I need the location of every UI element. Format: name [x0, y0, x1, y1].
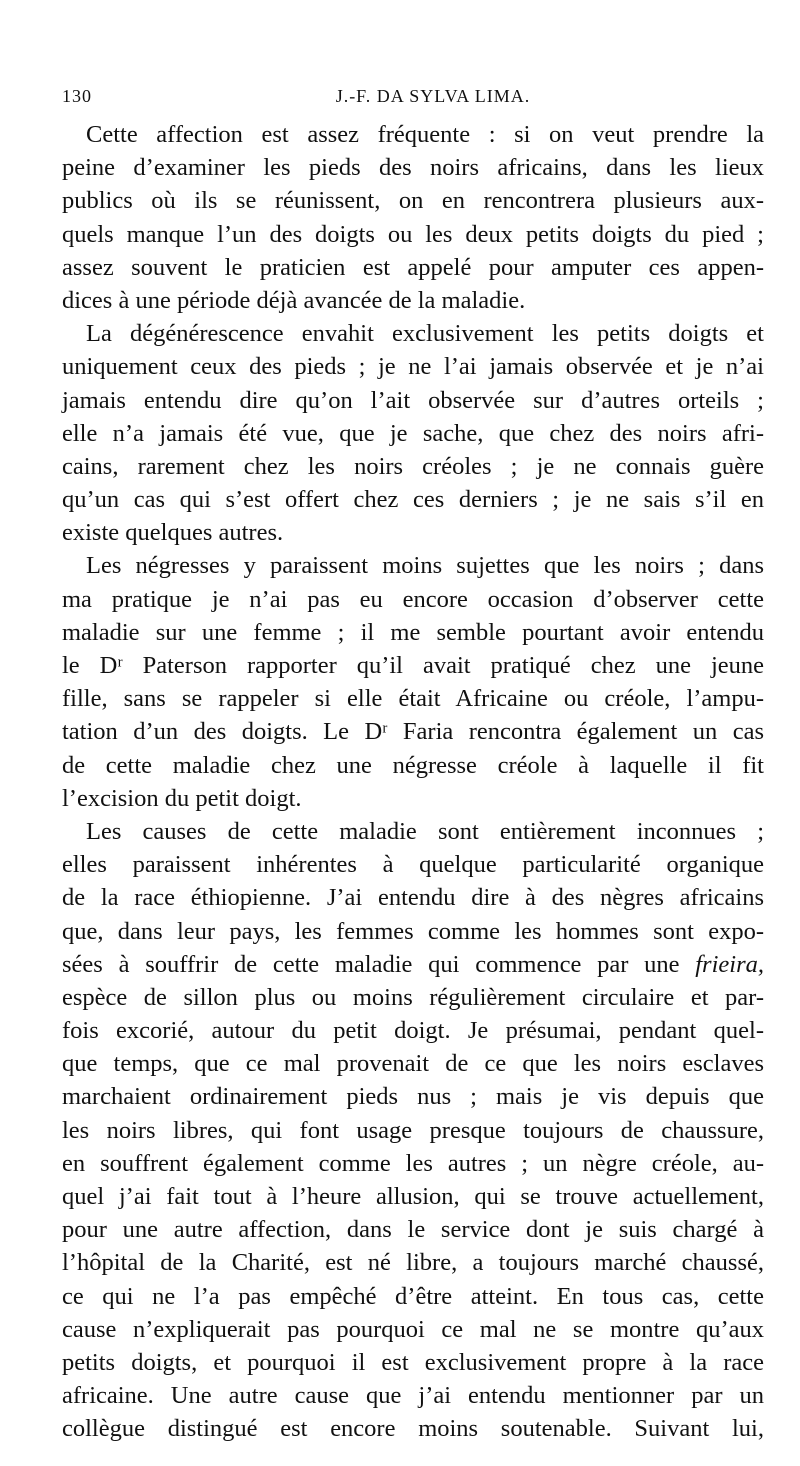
text-line-content: petits doigts, et pourquoi il est exclusivement propre à la race	[62, 1348, 764, 1376]
text-line	[62, 1080, 764, 1113]
text-line-content: de la race éthiopienne. J’ai entendu dire à des nègres africains	[62, 884, 764, 912]
text-line-content: ma pratique je n’ai pas eu encore occasion d’observer cette	[62, 585, 764, 613]
text-line	[62, 1246, 764, 1279]
text-line-content: cains, rarement chez les noirs créoles ; je ne connais guère	[62, 452, 764, 480]
text-line-content: uniquement ceux des pieds ; je ne l’ai jamais observée et je n’ai	[62, 353, 764, 381]
text-line-content: sées à souffrir de cette maladie qui commence par une	[62, 950, 680, 978]
text-line	[62, 981, 764, 1014]
text-line	[62, 1412, 764, 1445]
text-line	[62, 350, 764, 383]
text-line-content: collègue distingué est encore moins soutenable. Suivant lui,	[62, 1415, 764, 1443]
text-line-content: que temps, que ce mal provenait de ce que les noirs esclaves	[62, 1050, 764, 1078]
text-line-content: La dégénérescence envahit exclusivement les petits doigts et	[86, 320, 764, 348]
text-line	[62, 549, 764, 582]
text-line-content: jamais entendu dire qu’on l’ait observée sur d’autres orteils ;	[62, 386, 764, 414]
text-line-content: qu’un cas qui s’est offert chez ces derniers ; je ne sais s’il en	[62, 486, 764, 514]
text-line-content: le Dʳ Paterson rapporter qu’il avait pratiqué chez une jeune	[62, 652, 764, 679]
text-line-content: fille, sans se rappeler si elle était Africaine ou créole, l’ampu-	[62, 685, 764, 713]
text-line	[62, 1313, 764, 1346]
text-line-content: africaine. Une autre cause que j’ai entendu mentionner par un	[62, 1382, 764, 1410]
text-line-content: quel j’ai fait tout à l’heure allusion, qui se trouve actuellement,	[62, 1183, 764, 1210]
text-line-content: dices à une période déjà avancée de la maladie.	[62, 286, 526, 314]
text-line	[62, 417, 764, 450]
text-line	[62, 881, 764, 914]
text-line	[62, 483, 764, 516]
text-line	[62, 184, 764, 217]
text-line	[62, 284, 764, 317]
text-line-content: Les négresses y paraissent moins sujettes que les noirs ; dans	[86, 552, 764, 580]
text-line	[62, 1014, 764, 1047]
text-line	[62, 317, 764, 350]
text-line	[62, 649, 764, 682]
text-line-content: l’hôpital de la Charité, est né libre, a toujours marché chaussé,	[62, 1249, 764, 1277]
text-line	[62, 682, 764, 715]
text-line-content: marchaient ordinairement pieds nus ; mais je vis depuis que	[62, 1083, 764, 1111]
text-line-content: quels manque l’un des doigts ou les deux petits doigts du pied ;	[62, 220, 764, 248]
text-line	[62, 450, 764, 483]
text-line	[62, 1280, 764, 1313]
text-line-content: publics où ils se réunissent, on en rencontrera plusieurs aux-	[62, 187, 764, 215]
text-line	[62, 1379, 764, 1412]
text-line	[62, 218, 764, 251]
body-text	[62, 118, 764, 1446]
text-line	[62, 1180, 764, 1213]
text-line-content: en souffrent également comme les autres ; un nègre créole, au-	[62, 1149, 764, 1177]
text-line-content: ce qui ne l’a pas empêché d’être atteint. En tous cas, cette	[62, 1282, 764, 1310]
italic-term: frieira,	[695, 950, 764, 978]
text-line	[62, 782, 764, 815]
text-line	[62, 384, 764, 417]
text-line-content: existe quelques autres.	[62, 519, 284, 547]
text-line	[62, 251, 764, 284]
text-line-content: fois excorié, autour du petit doigt. Je présumai, pendant quel-	[62, 1017, 764, 1045]
text-line	[62, 948, 764, 981]
text-line-content: Les causes de cette maladie sont entièrement inconnues ;	[86, 817, 764, 845]
page-number: 130	[62, 86, 92, 106]
text-line-content: elle n’a jamais été vue, que je sache, que chez des noirs afri-	[62, 419, 764, 447]
text-line-content: pour une autre affection, dans le service dont je suis chargé à	[62, 1216, 764, 1244]
text-line-content: l’excision du petit doigt.	[62, 784, 302, 812]
text-line	[62, 583, 764, 616]
text-line-content: que, dans leur pays, les femmes comme les hommes sont expo-	[62, 917, 764, 945]
text-line-content: assez souvent le praticien est appelé pour amputer ces appen-	[62, 253, 764, 281]
running-head	[62, 86, 764, 110]
text-line	[62, 1147, 764, 1180]
text-line-content: les noirs libres, qui font usage presque toujours de chaussure,	[62, 1116, 764, 1144]
text-line-content: espèce de sillon plus ou moins régulièrement circulaire et par-	[62, 983, 764, 1011]
text-line	[62, 616, 764, 649]
text-line-content: peine d’examiner les pieds des noirs africains, dans les lieux	[62, 154, 764, 182]
text-line	[62, 151, 764, 184]
text-line	[62, 815, 764, 848]
text-line-content: elles paraissent inhérentes à quelque particularité organique	[62, 851, 764, 879]
text-line	[62, 915, 764, 948]
text-line	[62, 715, 764, 748]
text-line	[62, 1114, 764, 1147]
text-line-content: cause n’expliquerait pas pourquoi ce mal ne se montre qu’aux	[62, 1315, 764, 1343]
text-line	[62, 516, 764, 549]
text-line-content: Cette affection est assez fréquente : si on veut prendre la	[86, 121, 764, 148]
text-line	[62, 1346, 764, 1379]
running-title: J.-F. DA SYLVA LIMA.	[335, 86, 531, 106]
text-line	[62, 1047, 764, 1080]
text-line	[62, 749, 764, 782]
text-line-content: maladie sur une femme ; il me semble pourtant avoir entendu	[62, 618, 764, 646]
text-line	[62, 848, 764, 881]
text-line	[62, 1213, 764, 1246]
text-line	[62, 118, 764, 151]
text-line-content: de cette maladie chez une négresse créole à laquelle il fit	[62, 751, 764, 779]
text-line-content: tation d’un des doigts. Le Dʳ Faria rencontra également un cas	[62, 718, 764, 746]
